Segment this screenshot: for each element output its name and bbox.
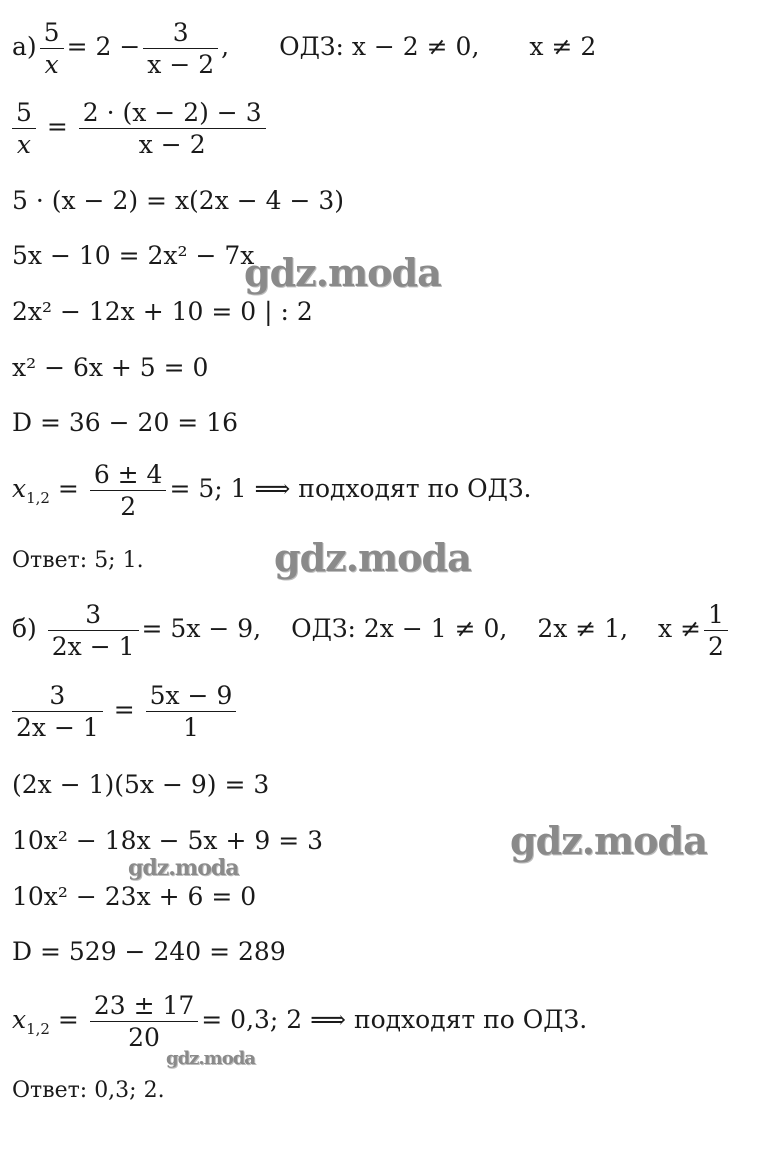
part-a-step-3: 5x − 10 = 2x² − 7x (12, 241, 255, 270)
part-b-odz: ОДЗ: 2x − 1 ≠ 0, (291, 614, 508, 643)
fraction: $\frac{5}{x}$ (40, 20, 64, 77)
part-a-equation: а) $\frac{5}{x}$ = 2 − $\frac{3}{x - 2}$ , ОДЗ: x − 2 ≠ 0, x ≠ 2 (12, 18, 597, 79)
part-b-step-1: $\frac{3}{2x - 1}$ = $\frac{5x - 9}{1}$ (12, 683, 239, 740)
watermark-logo: gdz.moda (510, 818, 707, 863)
part-a-step-2: 5 · (x − 2) = x(2x − 4 − 3) (12, 186, 345, 215)
fraction: $\frac{3}{2x - 1}$ (48, 602, 139, 659)
watermark-logo: gdz.moda (274, 535, 471, 580)
part-b-step-3: 10x² − 18x − 5x + 9 = 3 (12, 826, 324, 855)
part-a-label: а) (12, 32, 37, 61)
fraction: $\frac{2 \cdot (x - 2) - 3}{x - 2}$ (79, 100, 266, 157)
part-a-odz-result: x ≠ 2 (529, 32, 597, 61)
part-a-step-6: D = 36 − 20 = 16 (12, 408, 239, 437)
fraction: $\frac{1}{2}$ (704, 602, 728, 659)
part-a-step-5: x² − 6x + 5 = 0 (12, 353, 209, 382)
part-a-step-1: $\frac{5}{x}$ = $\frac{2 \cdot (x - 2) - 3}{x - 2}$ (12, 100, 269, 157)
fraction: $\frac{3}{x - 2}$ (143, 20, 218, 77)
part-b-answer: Ответ: 0,3; 2. (12, 1078, 165, 1103)
fraction: $\frac{3}{2x - 1}$ (12, 683, 103, 740)
watermark-logo: gdz.moda (244, 250, 441, 295)
part-a-answer: Ответ: 5; 1. (12, 548, 144, 573)
fraction: $\frac{23 \pm 17}{20}$ (90, 993, 198, 1050)
part-b-label: б) (12, 614, 37, 643)
fraction: $\frac{6 \pm 4}{2}$ (90, 462, 167, 519)
part-a-roots: $x_{1,2}$ = $\frac{6 \pm 4}{2}$ = 5; 1 ⟹ подходят по ОДЗ. (12, 460, 532, 521)
watermark-logo: gdz.moda (128, 855, 239, 881)
part-b-step-2: (2x − 1)(5x − 9) = 3 (12, 770, 270, 799)
part-b-step-5: D = 529 − 240 = 289 (12, 937, 286, 966)
fraction: $\frac{5}{x}$ (12, 100, 36, 157)
part-b-equation: б) $\frac{3}{2x - 1}$ = 5x − 9, ОДЗ: 2x − 1 ≠ 0, 2x ≠ 1, x ≠ $\frac{1}{2}$ (12, 602, 731, 659)
fraction: $\frac{5x - 9}{1}$ (146, 683, 237, 740)
watermark-logo: gdz.moda (166, 1048, 255, 1069)
part-a-step-4: 2x² − 12x + 10 = 0 | : 2 (12, 297, 313, 326)
part-b-roots: $x_{1,2}$ = $\frac{23 \pm 17}{20}$ = 0,3; 2 ⟹ подходят по ОДЗ. (12, 991, 588, 1052)
part-b-step-4: 10x² − 23x + 6 = 0 (12, 882, 257, 911)
part-a-odz: ОДЗ: x − 2 ≠ 0, (279, 32, 480, 61)
